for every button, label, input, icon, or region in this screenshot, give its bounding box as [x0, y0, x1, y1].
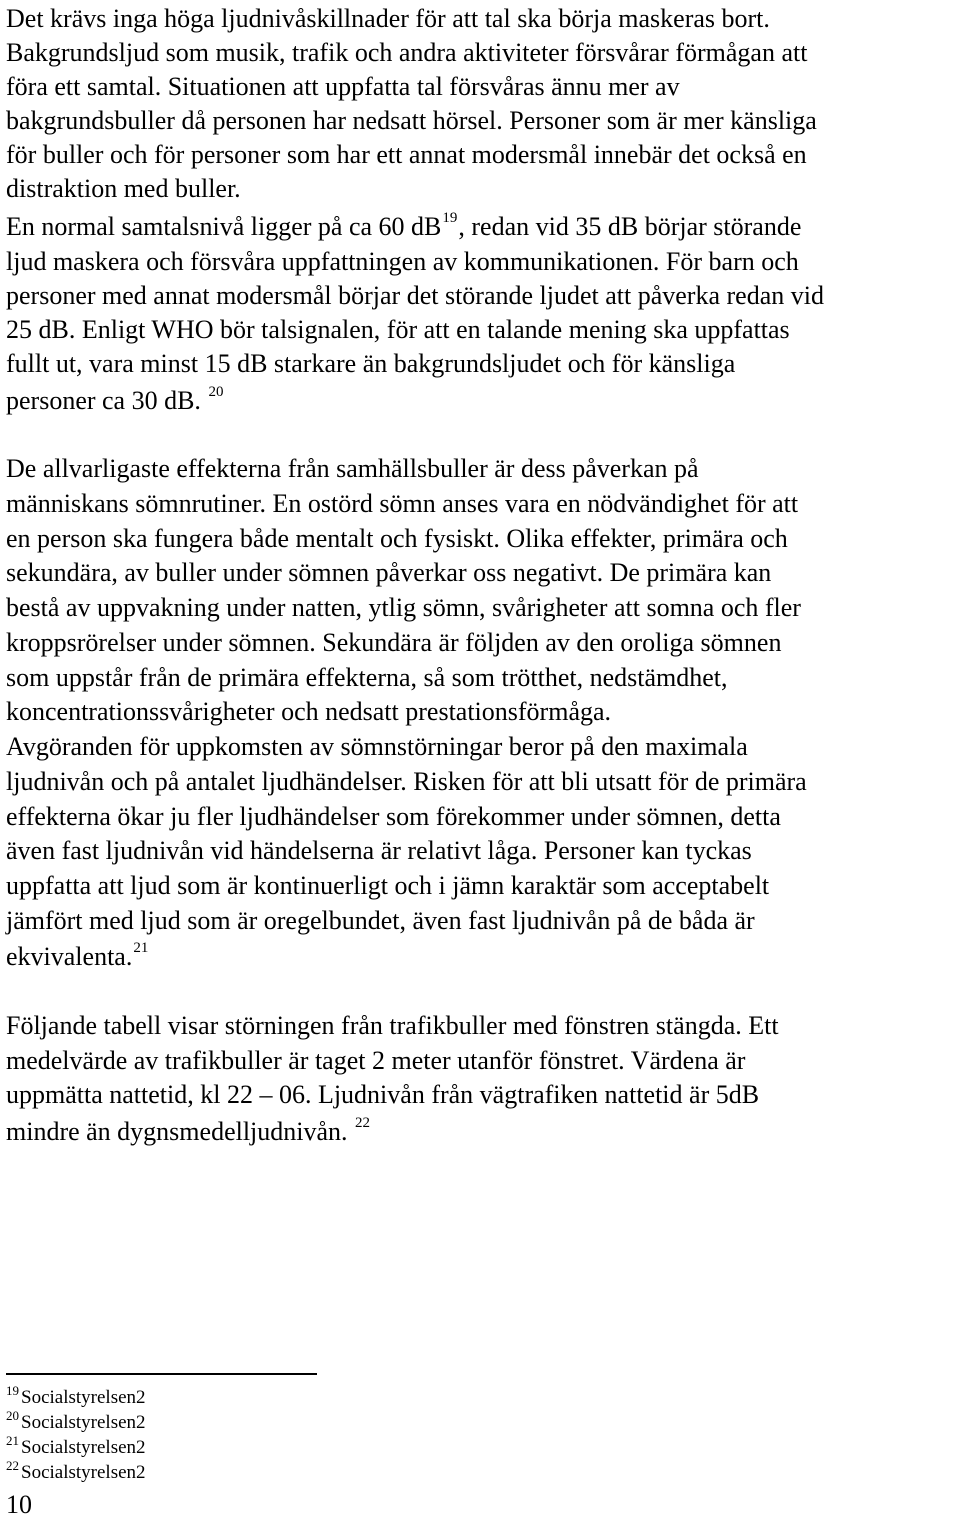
body-text-line: 25 dB. Enligt WHO bör talsignalen, för att en talande mening ska uppfattas [6, 315, 790, 344]
footnote-reference: 20 [208, 384, 224, 400]
body-text-line: bakgrundsbuller då personen har nedsatt hörsel. Personer som är mer känsliga [6, 106, 817, 135]
body-text-line: för buller och för personer som har ett annat modersmål innebär det också en [6, 140, 807, 169]
footnote-separator [6, 1373, 317, 1375]
footnote-text: Socialstyrelsen2 [21, 1387, 146, 1408]
footnote-number: 22 [6, 1458, 19, 1473]
body-text-line: människans sömnrutiner. En ostörd sömn anses vara en nödvändighet för att [6, 489, 799, 518]
footnote-reference: 21 [133, 940, 149, 956]
body-text-line [6, 210, 801, 248]
body-text-line: Bakgrundsljud som musik, trafik och andra aktiviteter försvårar förmågan att [6, 38, 808, 67]
footnote [6, 1433, 146, 1461]
page-number: 10 [6, 1490, 32, 1519]
body-text-line: distraktion med buller. [6, 174, 241, 203]
body-text-line [6, 1115, 371, 1153]
body-text-line: Följande tabell visar störningen från trafikbuller med fönstren stängda. Ett [6, 1011, 779, 1040]
body-text-line: föra ett samtal. Situationen att uppfatta tal försvåras ännu mer av [6, 72, 680, 101]
footnote-text: Socialstyrelsen2 [21, 1412, 146, 1433]
body-text-line: ljudnivån och på antalet ljudhändelser. Risken för att bli utsatt för de primära [6, 767, 807, 796]
body-text-line: uppfatta att ljud som är kontinuerligt och i jämn karaktär som acceptabelt [6, 871, 770, 900]
body-text-line: effekterna ökar ju fler ljudhändelser som förekommer under sömnen, detta [6, 802, 781, 831]
footnote [6, 1383, 146, 1411]
footnote-reference: 22 [355, 1115, 371, 1131]
body-text: ekvivalenta. [6, 942, 133, 971]
body-text-line: ljud maskera och försvåra uppfattningen av kommunikationen. För barn och [6, 247, 799, 276]
body-text-line: även fast ljudnivån vid händelserna är relativt låga. Personer kan tyckas [6, 836, 752, 865]
footnote-text: Socialstyrelsen2 [21, 1437, 146, 1458]
body-text-line: uppmätta nattetid, kl 22 – 06. Ljudnivån från vägtrafiken nattetid är 5dB [6, 1080, 760, 1109]
body-text-line: bestå av uppvakning under natten, ytlig sömn, svårigheter att somna och fler [6, 593, 801, 622]
footnote [6, 1408, 146, 1436]
footnote-reference: 19 [442, 210, 458, 226]
body-text: , redan vid 35 dB börjar störande [458, 212, 802, 241]
body-text-line: Det krävs inga höga ljudnivåskillnader för att tal ska börja maskeras bort. [6, 4, 770, 33]
footnote [6, 1458, 146, 1486]
footnote-text: Socialstyrelsen2 [21, 1462, 146, 1483]
body-text-line: som uppstår från de primära effekterna, så som trötthet, nedstämdhet, [6, 663, 728, 692]
body-text-line: medelvärde av trafikbuller är taget 2 meter utanför fönstret. Värdena är [6, 1046, 746, 1075]
body-text-line: jämfört med ljud som är oregelbundet, även fast ljudnivån på de båda är [6, 906, 755, 935]
body-text-line: fullt ut, vara minst 15 dB starkare än bakgrundsljudet och för känsliga [6, 349, 736, 378]
footnote-number: 20 [6, 1408, 19, 1423]
body-text-line: De allvarligaste effekterna från samhällsbuller är dess påverkan på [6, 454, 699, 483]
body-text: mindre än dygnsmedelljudnivån. [6, 1117, 348, 1146]
body-text-line: personer med annat modersmål börjar det störande ljudet att påverka redan vid [6, 281, 824, 310]
footnote-number: 19 [6, 1383, 19, 1398]
body-text-line [6, 384, 224, 422]
footnote-number: 21 [6, 1433, 19, 1448]
body-text-line: sekundära, av buller under sömnen påverkar oss negativt. De primära kan [6, 558, 772, 587]
body-text-line: Avgöranden för uppkomsten av sömnstörningar beror på den maximala [6, 732, 748, 761]
body-text-line: en person ska fungera både mentalt och fysiskt. Olika effekter, primära och [6, 524, 788, 553]
body-text-line [6, 940, 149, 978]
body-text: En normal samtalsnivå ligger på ca 60 dB [6, 212, 442, 241]
body-text: personer ca 30 dB. [6, 386, 201, 415]
body-text-line: koncentrationssvårigheter och nedsatt prestationsförmåga. [6, 697, 612, 726]
body-text-line: kroppsrörelser under sömnen. Sekundära är följden av den oroliga sömnen [6, 628, 782, 657]
